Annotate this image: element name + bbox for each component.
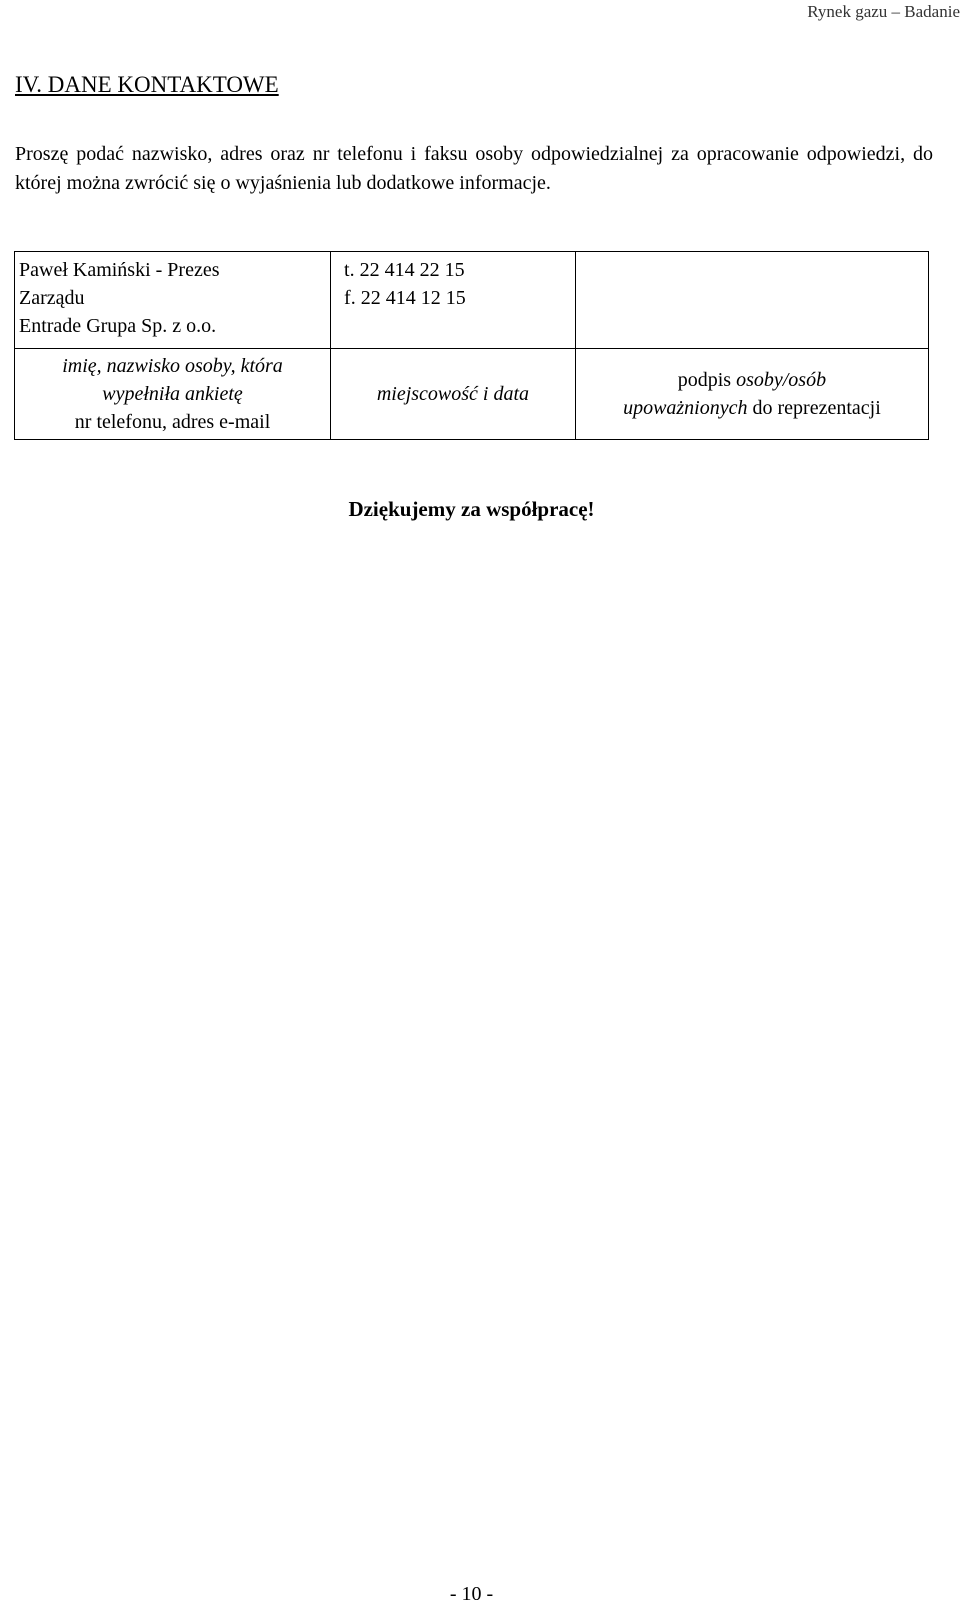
running-header: Rynek gazu – Badanie <box>807 2 960 21</box>
signature-label-line1 <box>576 366 928 394</box>
signature-label-plain: podpis <box>677 369 737 391</box>
contact-values-row <box>15 252 929 349</box>
place-date-label: miejscowość i data <box>376 383 530 405</box>
signature-label-plain: do reprezentacji <box>747 397 881 419</box>
contact-table <box>14 251 929 440</box>
contact-phone-cell <box>331 252 576 349</box>
intro-paragraph: Proszę podać nazwisko, adres oraz nr telefonu i faksu osoby odpowiedzialnej za opracowanie odpowiedzi, do której można zwrócić się o wyjaśnienia lub dodatkowe informacje. <box>15 143 933 194</box>
phone-number: t. 22 414 22 15 <box>344 259 465 281</box>
page-number: - 10 - <box>449 1583 494 1605</box>
signature-field <box>575 252 928 349</box>
fax-number: f. 22 414 12 15 <box>344 287 466 309</box>
person-label-line: imię, nazwisko osoby, która <box>62 355 283 377</box>
thank-you-note: Dziękujemy za współpracę! <box>348 497 595 521</box>
contact-company-line: Entrade Grupa Sp. z o.o. <box>19 315 217 337</box>
contact-info-label: nr telefonu, adres e-mail <box>74 411 271 433</box>
person-label-line: wypełniła ankietę <box>102 383 243 405</box>
contact-name-line: Zarządu <box>19 287 85 309</box>
signature-label-italic: upoważnionych <box>623 397 748 419</box>
place-date-label-cell <box>331 349 576 440</box>
signature-label-cell <box>575 349 928 440</box>
section-title: IV. DANE KONTAKTOWE <box>15 72 279 97</box>
contact-name-cell <box>15 252 331 349</box>
signature-label-line2 <box>576 394 928 422</box>
contact-labels-row <box>15 349 929 440</box>
contact-name-line: Paweł Kamiński - Prezes <box>19 259 220 281</box>
signature-label-italic: osoby/osób <box>736 369 827 391</box>
person-label-cell <box>15 349 331 440</box>
